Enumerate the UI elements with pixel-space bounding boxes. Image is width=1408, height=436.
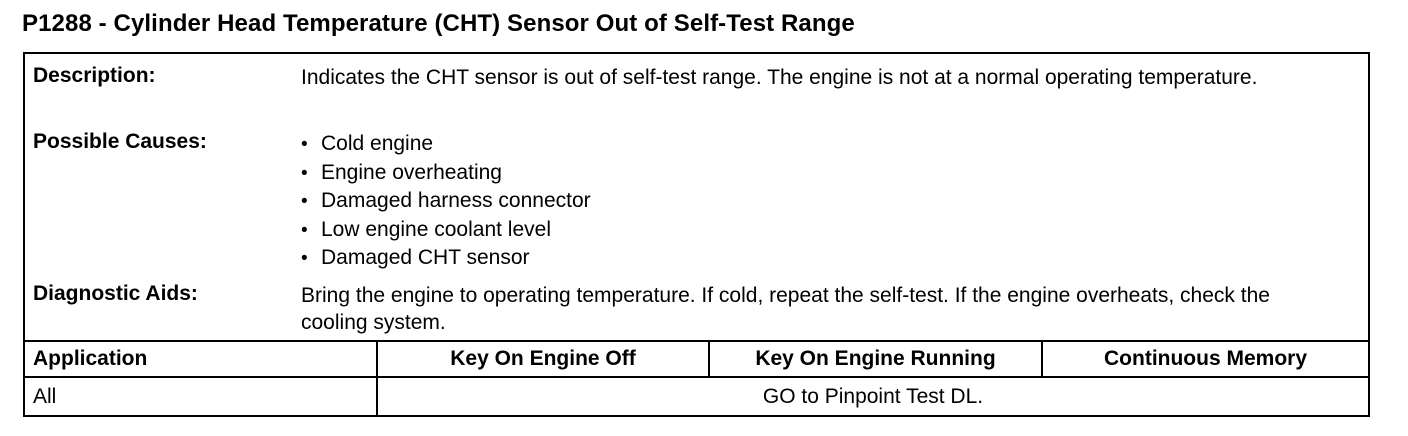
diagnostic-aids-label: Diagnostic Aids: <box>33 282 198 305</box>
header-continuous-memory: Continuous Memory <box>1041 342 1368 376</box>
description-label: Description: <box>33 64 156 87</box>
cause-item: • Damaged CHT sensor <box>301 244 1341 273</box>
cause-item: • Cold engine <box>301 130 1341 159</box>
table-row <box>25 378 1368 415</box>
diagnostic-aids-text: Bring the engine to operating temperature. If cold, repeat the self-test. If the engine overheats, check the cooling system. <box>301 284 1270 334</box>
header-application: Application <box>33 347 148 370</box>
page-title: P1288 - Cylinder Head Temperature (CHT) Sensor Out of Self-Test Range <box>22 10 855 37</box>
possible-causes-label: Possible Causes: <box>33 130 207 153</box>
dtc-details <box>25 54 1368 342</box>
table-header-row <box>25 342 1368 378</box>
header-koer: Key On Engine Running <box>708 342 1041 376</box>
cause-item: • Damaged harness connector <box>301 187 1341 216</box>
cause-item: • Low engine coolant level <box>301 216 1341 245</box>
cause-item: • Engine overheating <box>301 159 1341 188</box>
header-koeo: Key On Engine Off <box>376 342 708 376</box>
description-text: Indicates the CHT sensor is out of self-test range. The engine is not at a normal operating temperature. <box>301 66 1258 89</box>
action-cell: GO to Pinpoint Test DL. <box>376 378 1368 415</box>
possible-causes-list <box>301 130 1341 273</box>
dtc-info-box <box>23 52 1370 417</box>
application-cell: All <box>33 384 57 408</box>
